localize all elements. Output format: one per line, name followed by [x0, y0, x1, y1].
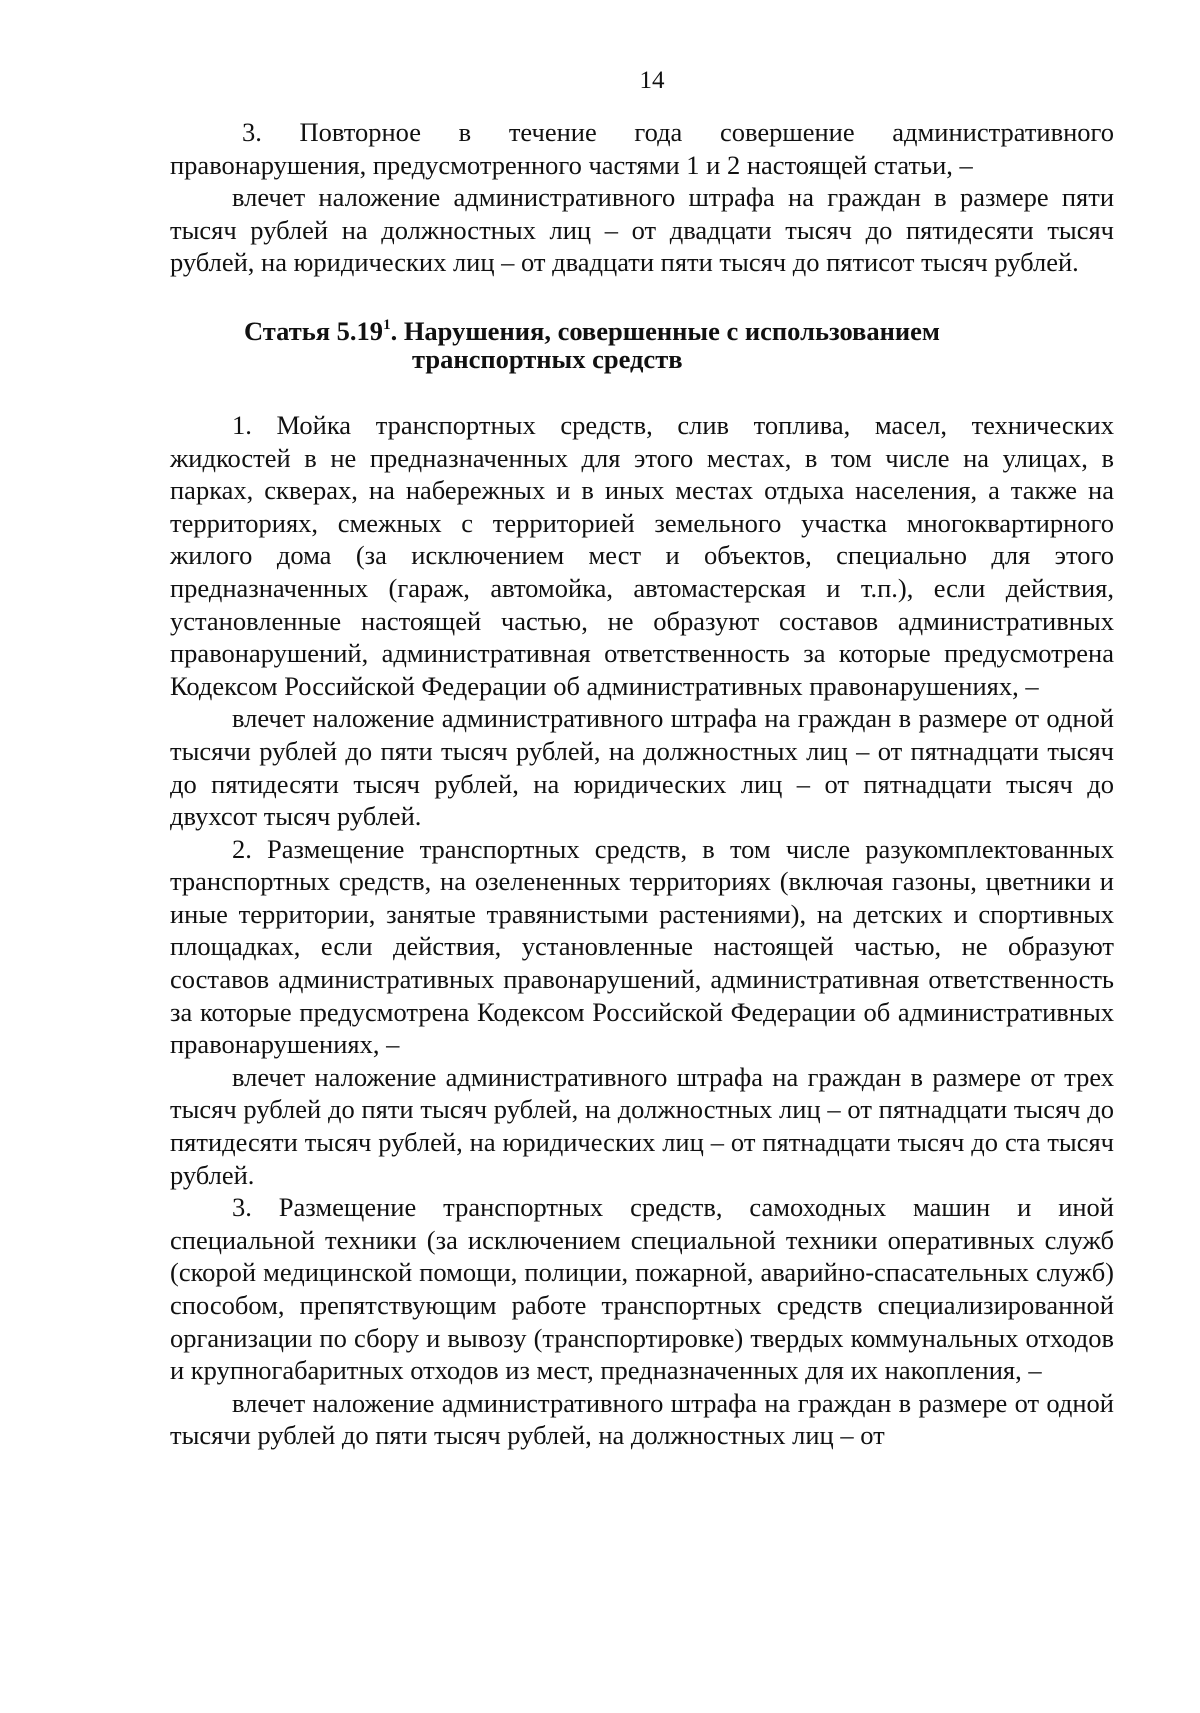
article-title-line2: транспортных средств	[412, 343, 683, 374]
paragraph-article-penalty-1: влечет наложение административного штрафа на граждан в размере от одной тысячи рублей до пяти тысяч рублей, на должностных лиц – от пятнадцати тысяч до пятидесяти тысяч рублей, на юридических лиц – от пятнадцати тысяч до двухсот тысяч рублей.	[170, 703, 1114, 832]
paragraph-article-part-3: 3. Размещение транспортных средств, самоходных машин и иной специальной техники (за исключением специальной техники оперативных служб (скорой медицинской помощи, полиции, пожарной, аварийно-спасательных служб) способом, препятствующим работе транспортных средств специализированной организации по сбору и вывозу (транспортировке) твердых коммунальных отходов и крупногабаритных отходов из мест, предназначенных для их накопления, –	[170, 1192, 1114, 1386]
paragraph-part-3: 3. Повторное в течение года совершение административного правонарушения, предусмотренного частями 1 и 2 настоящей статьи, –	[170, 117, 1114, 180]
article-number: Статья 5.19	[244, 315, 384, 346]
paragraph-article-penalty-2: влечет наложение административного штрафа на граждан в размере от трех тысяч рублей до пяти тысяч рублей, на должностных лиц – от пятнадцати тысяч до пятидесяти тысяч рублей, на юридических лиц – от пятнадцати тысяч до ста тысяч рублей.	[170, 1061, 1114, 1190]
paragraph-article-part-2: 2. Размещение транспортных средств, в том числе разукомплектованных транспортных средств, на озелененных территориях (включая газоны, цветники и иные территории, занятые травянистыми растениями), на детских и спортивных площадках, если действия, установленные настоящей частью, не образуют составов административных правонарушений, административная ответственность за которые предусмотрена Кодексом Российской Федерации об административных правонарушениях, –	[170, 833, 1114, 1060]
paragraph-article-part-1: 1. Мойка транспортных средств, слив топлива, масел, технических жидкостей в не предназначенных для этого местах, в том числе на улицах, в парках, скверах, на набережных и в иных местах отдыха населения, а также на территориях, смежных с территорией земельного участка многоквартирного жилого дома (за исключением мест и объектов, специально для этого предназначенных (гараж, автомойка, автомастерская и т.п.), если действия, установленные настоящей частью, не образуют составов административных правонарушений, административная ответственность за которые предусмотрена Кодексом Российской Федерации об административных правонарушениях, –	[170, 409, 1114, 701]
article-heading	[170, 317, 1114, 373]
paragraph-penalty-part-3: влечет наложение административного штрафа на граждан в размере пяти тысяч рублей на должностных лиц – от двадцати тысяч до пятидесяти тысяч рублей, на юридических лиц – от двадцати пяти тысяч до пятисот тысяч рублей.	[170, 182, 1114, 278]
article-superscript: 1	[383, 316, 391, 333]
page-number: 14	[639, 67, 665, 94]
paragraph-article-penalty-3: влечет наложение административного штрафа на граждан в размере от одной тысячи рублей до пяти тысяч рублей, на должностных лиц – от	[170, 1387, 1114, 1451]
article-title-line1: . Нарушения, совершенные с использованием	[390, 315, 940, 346]
